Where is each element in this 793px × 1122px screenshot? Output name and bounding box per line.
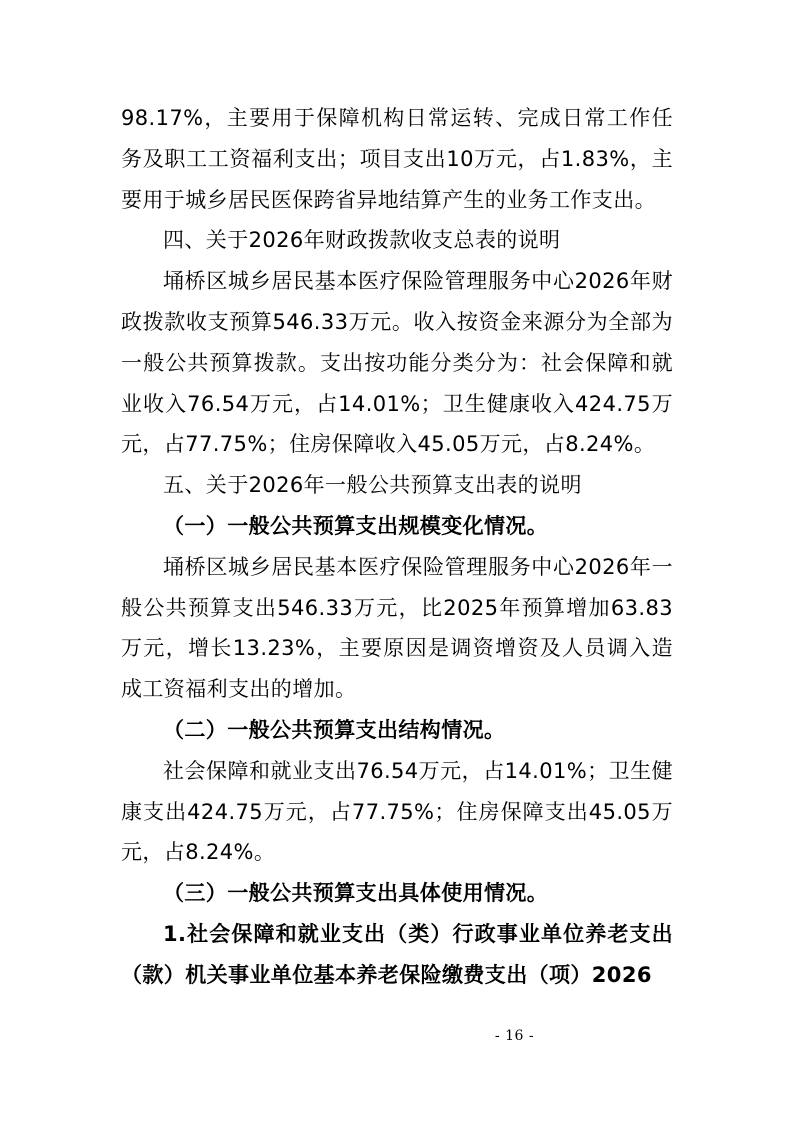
section-heading-5: 五、关于2026年一般公共预算支出表的说明 bbox=[163, 473, 582, 498]
document-page bbox=[121, 98, 673, 996]
subheading-2: （二）一般公共预算支出结构情况。 bbox=[163, 717, 506, 742]
paragraph-3: 埇桥区城乡居民基本医疗保险管理服务中心2026年一般公共预算支出546.33万元，比2025年预算增加63.83万元，增长13.23%，主要原因是调资增资及人员调入造成工资福利支出的增加。 bbox=[121, 554, 673, 702]
subheading-3: （三）一般公共预算支出具体使用情况。 bbox=[163, 881, 549, 906]
paragraph-2: 埇桥区城乡居民基本医疗保险管理服务中心2026年财政拨款收支预算546.33万元。收入按资金来源分为全部为一般公共预算拨款。支出按功能分类分为：社会保障和就业收入76.54万元，占14.01%；卫生健康收入424.75万元，占77.75%；住房保障收入45.05万元，占8.24%。 bbox=[121, 269, 673, 457]
subheading-1: （一）一般公共预算支出规模变化情况。 bbox=[163, 513, 549, 538]
page-number: - 16 - bbox=[494, 1028, 535, 1044]
section-heading-4: 四、关于2026年财政拨款收支总表的说明 bbox=[163, 228, 561, 253]
paragraph-5: 1.社会保障和就业支出（类）行政事业单位养老支出（款）机关事业单位基本养老保险缴费支出（项）2026 bbox=[121, 921, 673, 987]
paragraph-1: 98.17%，主要用于保障机构日常运转、完成日常工作任务及职工工资福利支出；项目支出10万元，占1.83%，主要用于城乡居民医保跨省异地结算产生的业务工作支出。 bbox=[121, 106, 673, 212]
paragraph-4: 社会保障和就业支出76.54万元，占14.01%；卫生健康支出424.75万元，占77.75%；住房保障支出45.05万元，占8.24%。 bbox=[121, 758, 673, 865]
